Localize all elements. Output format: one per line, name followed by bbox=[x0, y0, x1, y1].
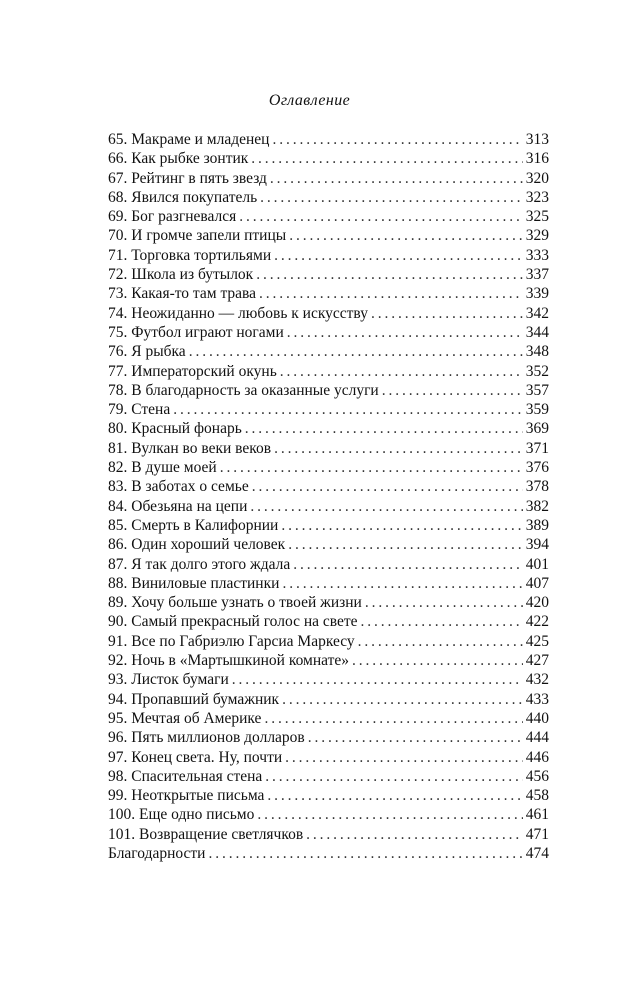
toc-entry-page-number: 316 bbox=[525, 150, 549, 168]
toc-entry-page-number: 376 bbox=[525, 459, 549, 477]
toc-entry bbox=[108, 593, 549, 612]
toc-entry bbox=[108, 767, 549, 786]
toc-entry-page-number: 359 bbox=[525, 401, 549, 419]
toc-entry-page-number: 348 bbox=[525, 343, 549, 361]
toc-entry bbox=[108, 825, 549, 844]
toc-entry-title: 79. Стена bbox=[108, 401, 171, 419]
toc-entry bbox=[108, 149, 549, 168]
toc-entry-title: 92. Ночь в «Мартышкиной комнате» bbox=[108, 652, 350, 670]
toc-entry bbox=[108, 169, 549, 188]
toc-entry bbox=[108, 284, 549, 303]
toc-entry-page-number: 323 bbox=[525, 188, 549, 206]
toc-entry-page-number: 313 bbox=[525, 131, 549, 148]
dot-leader bbox=[270, 169, 523, 188]
toc-entry-page-number: 432 bbox=[525, 671, 549, 689]
dot-leader bbox=[220, 458, 523, 477]
toc-entry-title: 69. Бог разгневался bbox=[108, 208, 237, 226]
toc-entry-title: 93. Листок бумаги bbox=[108, 671, 229, 689]
toc-entry-title: 65. Макраме и младенец bbox=[108, 131, 270, 148]
toc-entry bbox=[108, 709, 549, 728]
toc-entry bbox=[108, 516, 549, 535]
dot-leader bbox=[382, 381, 523, 400]
toc-entry-title: 68. Явился покупатель bbox=[108, 188, 258, 206]
toc-entry bbox=[108, 670, 549, 689]
toc-entry-title: 78. В благодарность за оказанные услуги bbox=[108, 381, 379, 399]
toc-entry bbox=[108, 497, 549, 516]
toc-entry-page-number: 369 bbox=[525, 420, 549, 438]
toc-entry-page-number: 382 bbox=[525, 497, 549, 515]
toc-entry-title: 71. Торговка тортильями bbox=[108, 246, 272, 264]
toc-entry bbox=[108, 651, 549, 670]
toc-entry-page-number: 339 bbox=[525, 285, 549, 303]
dot-leader bbox=[306, 825, 523, 844]
toc-entry-title: 91. Все по Габриэлю Гарсиа Маркесу bbox=[108, 632, 355, 650]
toc-entry-page-number: 325 bbox=[525, 208, 549, 226]
toc-entry-title: 72. Школа из бутылок bbox=[108, 266, 254, 284]
toc-entry-page-number: 446 bbox=[525, 748, 549, 766]
toc-entry-title: 95. Мечтая об Америке bbox=[108, 709, 262, 727]
toc-entry-title: 73. Какая-то там трава bbox=[108, 285, 257, 303]
dot-leader bbox=[189, 342, 523, 361]
toc-entry-title: 76. Я рыбка bbox=[108, 343, 186, 361]
toc-entry-page-number: 389 bbox=[525, 516, 549, 534]
toc-entry bbox=[108, 632, 549, 651]
dot-leader bbox=[256, 265, 523, 284]
dot-leader bbox=[250, 497, 522, 516]
toc-entry-page-number: 401 bbox=[525, 555, 549, 573]
dot-leader bbox=[252, 477, 523, 496]
toc-entry-page-number: 456 bbox=[525, 767, 549, 785]
toc-entry bbox=[108, 805, 549, 824]
dot-leader bbox=[265, 767, 522, 786]
toc-entry bbox=[108, 419, 549, 438]
toc-entry-title: 86. Один хороший человек bbox=[108, 536, 286, 554]
toc-entry-title: 77. Императорский окунь bbox=[108, 362, 277, 380]
dot-leader bbox=[232, 670, 523, 689]
toc-entry-title: 99. Неоткрытые письма bbox=[108, 787, 265, 805]
toc-entry bbox=[108, 381, 549, 400]
dot-leader bbox=[289, 226, 523, 245]
toc-entry bbox=[108, 748, 549, 767]
dot-leader bbox=[173, 400, 523, 419]
toc-entry-page-number: 407 bbox=[525, 574, 549, 592]
toc-entry bbox=[108, 690, 549, 709]
toc-entry bbox=[108, 304, 549, 323]
table-of-contents bbox=[108, 130, 549, 863]
toc-entry-title: 85. Смерть в Калифорнии bbox=[108, 516, 279, 534]
toc-entry-page-number: 425 bbox=[525, 632, 549, 650]
dot-leader bbox=[251, 149, 522, 168]
toc-entry-page-number: 337 bbox=[525, 266, 549, 284]
toc-entry-title: 96. Пять миллионов долларов bbox=[108, 729, 305, 747]
toc-entry-page-number: 427 bbox=[525, 652, 549, 670]
dot-leader bbox=[282, 574, 522, 593]
toc-entry-title: 87. Я так долго этого ждала bbox=[108, 555, 291, 573]
dot-leader bbox=[371, 304, 523, 323]
toc-entry-page-number: 420 bbox=[525, 594, 549, 612]
toc-entry-title: 84. Обезьяна на цепи bbox=[108, 497, 248, 515]
toc-entry-page-number: 342 bbox=[525, 304, 549, 322]
dot-leader bbox=[281, 516, 522, 535]
dot-leader bbox=[282, 690, 523, 709]
dot-leader bbox=[245, 419, 523, 438]
dot-leader bbox=[267, 786, 522, 805]
dot-leader bbox=[352, 651, 523, 670]
toc-entry-page-number: 333 bbox=[525, 246, 549, 264]
toc-entry bbox=[108, 265, 549, 284]
toc-entry bbox=[108, 574, 549, 593]
dot-leader bbox=[259, 284, 523, 303]
toc-entry-title: 80. Красный фонарь bbox=[108, 420, 242, 438]
dot-leader bbox=[272, 130, 522, 149]
toc-entry-title: 94. Пропавший бумажник bbox=[108, 690, 280, 708]
toc-entry-page-number: 444 bbox=[525, 729, 549, 747]
dot-leader bbox=[287, 323, 523, 342]
toc-entry bbox=[108, 226, 549, 245]
toc-entry-page-number: 471 bbox=[525, 825, 549, 843]
toc-entry-title: 97. Конец света. Ну, почти bbox=[108, 748, 283, 766]
toc-entry-title: 74. Неожиданно — любовь к искусству bbox=[108, 304, 368, 322]
toc-entry-title: 101. Возвращение светлячков bbox=[108, 825, 304, 843]
toc-entry-page-number: 378 bbox=[525, 478, 549, 496]
toc-entry-title: 75. Футбол играют ногами bbox=[108, 323, 284, 341]
toc-entry-page-number: 422 bbox=[525, 613, 549, 631]
toc-entry-title: 81. Вулкан во веки веков bbox=[108, 439, 272, 457]
toc-entry bbox=[108, 342, 549, 361]
toc-entry bbox=[108, 400, 549, 419]
toc-entry-title: 70. И громче запели птицы bbox=[108, 227, 287, 245]
dot-leader bbox=[264, 709, 522, 728]
dot-leader bbox=[293, 555, 522, 574]
toc-entry-title: 66. Как рыбке зонтик bbox=[108, 150, 249, 168]
toc-entry-page-number: 371 bbox=[525, 439, 549, 457]
toc-entry-page-number: 352 bbox=[525, 362, 549, 380]
dot-leader bbox=[365, 593, 523, 612]
toc-entry bbox=[108, 612, 549, 631]
dot-leader bbox=[288, 535, 523, 554]
toc-entry-title: 88. Виниловые пластинки bbox=[108, 574, 280, 592]
toc-entry bbox=[108, 246, 549, 265]
toc-entry-title: 100. Еще одно письмо bbox=[108, 806, 255, 824]
toc-entry bbox=[108, 188, 549, 207]
dot-leader bbox=[285, 748, 523, 767]
toc-entry-title: 82. В душе моей bbox=[108, 459, 217, 477]
toc-entry bbox=[108, 323, 549, 342]
toc-entry-page-number: 461 bbox=[525, 806, 549, 824]
page-title: Оглавление bbox=[268, 92, 351, 109]
toc-entry-page-number: 394 bbox=[525, 536, 549, 554]
dot-leader bbox=[257, 805, 522, 824]
toc-entry bbox=[108, 844, 549, 863]
toc-entry bbox=[108, 728, 549, 747]
toc-entry-title: 89. Хочу больше узнать о твоей жизни bbox=[108, 594, 362, 612]
toc-entry bbox=[108, 362, 549, 381]
toc-entry-title: 83. В заботах о семье bbox=[108, 478, 249, 496]
toc-entry-title: Благодарности bbox=[108, 844, 206, 862]
toc-entry bbox=[108, 130, 549, 149]
toc-entry-page-number: 433 bbox=[525, 690, 549, 708]
toc-entry bbox=[108, 439, 549, 458]
toc-entry-page-number: 344 bbox=[525, 323, 549, 341]
toc-entry-title: 67. Рейтинг в пять звезд bbox=[108, 169, 267, 187]
dot-leader bbox=[208, 844, 522, 863]
dot-leader bbox=[239, 207, 522, 226]
toc-entry bbox=[108, 207, 549, 226]
dot-leader bbox=[308, 728, 523, 747]
dot-leader bbox=[260, 188, 523, 207]
toc-entry-page-number: 440 bbox=[525, 709, 549, 727]
toc-entry-title: 90. Самый прекрасный голос на свете bbox=[108, 613, 358, 631]
toc-entry-page-number: 357 bbox=[525, 381, 549, 399]
toc-entry-title: 98. Спасительная стена bbox=[108, 767, 263, 785]
toc-entry bbox=[108, 555, 549, 574]
toc-entry bbox=[108, 458, 549, 477]
dot-leader bbox=[274, 439, 523, 458]
dot-leader bbox=[361, 612, 523, 631]
dot-leader bbox=[358, 632, 523, 651]
toc-entry-page-number: 329 bbox=[525, 227, 549, 245]
toc-entry bbox=[108, 477, 549, 496]
toc-entry-page-number: 474 bbox=[525, 844, 549, 862]
dot-leader bbox=[274, 246, 523, 265]
toc-entry bbox=[108, 786, 549, 805]
toc-entry-page-number: 320 bbox=[525, 169, 549, 187]
dot-leader bbox=[280, 362, 523, 381]
toc-entry bbox=[108, 535, 549, 554]
toc-entry-page-number: 458 bbox=[525, 787, 549, 805]
